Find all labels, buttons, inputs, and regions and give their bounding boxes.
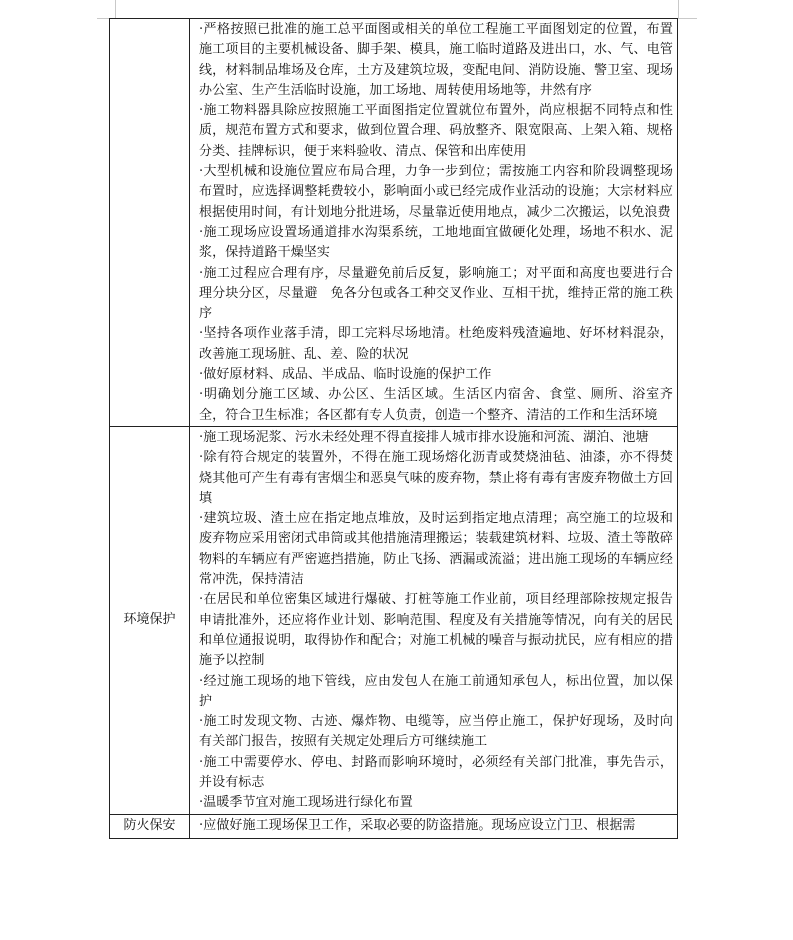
list-item: ·施工过程应合理有序，尽量避免前后反复，影响施工；对平面和高度也要进行合理分块分区，尽量避 免各分包或各工种交叉作业、互相干扰，维持正常的施工秩序 xyxy=(199,265,673,322)
list-item: ·经过施工现场的地下管线，应由发包人在施工前通知承包人，标出位置，加以保护 xyxy=(199,673,673,709)
list-item: ·施工现场泥浆、污水未经处理不得直接排人城市排水设施和河流、湖泊、池塘 xyxy=(199,429,649,445)
list-item: ·坚持各项作业落手清，即工完料尽场地清。杜绝废料残渣遍地、好坏材料混杂，改善施工现场脏、乱、差、险的状况 xyxy=(199,326,673,362)
list-item: ·明确划分施工区域、办公区、生活区域。生活区内宿舍、食堂、厕所、浴室齐全，符合卫生标准；各区都有专人负责，创造一个整齐、清洁的工作和生活环境 xyxy=(199,387,673,423)
category-cell-fire-security: 防火保安 xyxy=(110,814,190,838)
category-cell-environment-protection: 环境保护 xyxy=(110,426,190,814)
list-item: ·除有符合规定的装置外，不得在施工现场熔化沥青或焚烧油毡、油漆，亦不得焚烧其他可产生有毒有害烟尘和恶臭气味的废弃物，禁止将有毒有害废弃物做土方回填 xyxy=(199,450,673,506)
list-item: ·施工时发现文物、古迹、爆炸物、电缆等，应当停止施工，保护好现场，及时向有关部门报告，按照有关规定处理后方可继续施工 xyxy=(199,714,673,750)
list-item: ·温暖季节宜对施工现场进行绿化布置 xyxy=(199,795,413,811)
list-item: ·在居民和单位密集区域进行爆破、打桩等施工作业前，项目经理部除按规定报告申请批准外，还应将作业计划、影响范围、程度及有关措施等情况，向有关的居民和单位通报说明，取得协作和配合；对施工机械的噪音与振动扰民，应有相应的措施予以控制 xyxy=(199,592,673,669)
list-item: ·施工中需要停水、停电、封路而影响环境时，必须经有关部门批准，事先告示，并设有标志 xyxy=(199,754,673,790)
clipped-content xyxy=(199,816,673,838)
table-row-environment-protection xyxy=(110,426,678,814)
construction-management-table xyxy=(109,18,678,839)
table-row-site-layout xyxy=(110,19,678,427)
content-cell xyxy=(190,426,678,814)
page-corner-mark-left xyxy=(97,0,116,19)
list-item: ·施工物料器具除应按照施工平面图指定位置就位布置外，尚应根据不同特点和性质，规范布置方式和要求，做到位置合理、码放整齐、限宽限高、上架入箱、规格分类、挂牌标识，便于来料验收、清点、保管和出库使用 xyxy=(199,103,673,159)
list-item: ·大型机械和设施位置应布局合理，力争一步到位；需按施工内容和阶段调整现场布置时，应选择调整耗费较小，影响面小或已经完成作业活动的设施；大宗材料应根据使用时间，有计划地分批进场，尽量靠近使用地点，减少二次搬运，以免浪费 xyxy=(199,164,673,220)
list-item: ·严格按照已批准的施工总平面图或相关的单位工程施工平面图划定的位置，布置施工项目的主要机械设备、脚手架、模具，施工临时道路及进出口，水、气、电管线，材料制品堆场及仓库，土方及建筑垃圾，变配电间、消防设施、警卫室、现场办公室、生产生活临时设施，加工场地、周转使用场地等，井然有序 xyxy=(199,22,673,98)
content-cell xyxy=(190,814,678,838)
list-item: ·建筑垃圾、渣土应在指定地点堆放，及时运到指定地点清理；高空施工的垃圾和废弃物应采用密闭式串筒或其他措施清理搬运；装载建筑材料、垃圾、渣土等散碎物料的车辆应有严密遮挡措施，防止飞扬、洒漏或流溢；进出施工现场的车辆应经常冲洗，保持清洁 xyxy=(199,511,673,588)
content-cell xyxy=(190,19,678,427)
page-corner-mark-right xyxy=(678,0,697,19)
list-item: ·做好原材料、成品、半成品、临时设施的保护工作 xyxy=(199,367,492,383)
list-item: ·应做好施工现场保卫工作，采取必要的防盗措施。现场应设立门卫、根据需 xyxy=(199,817,636,833)
list-item: ·施工现场应设置场通道排水沟渠系统，工地地面宜做硬化处理，场地不积水、泥浆，保持道路干燥坚实 xyxy=(199,224,673,261)
table-row-fire-security xyxy=(110,814,678,838)
category-cell xyxy=(110,19,190,427)
